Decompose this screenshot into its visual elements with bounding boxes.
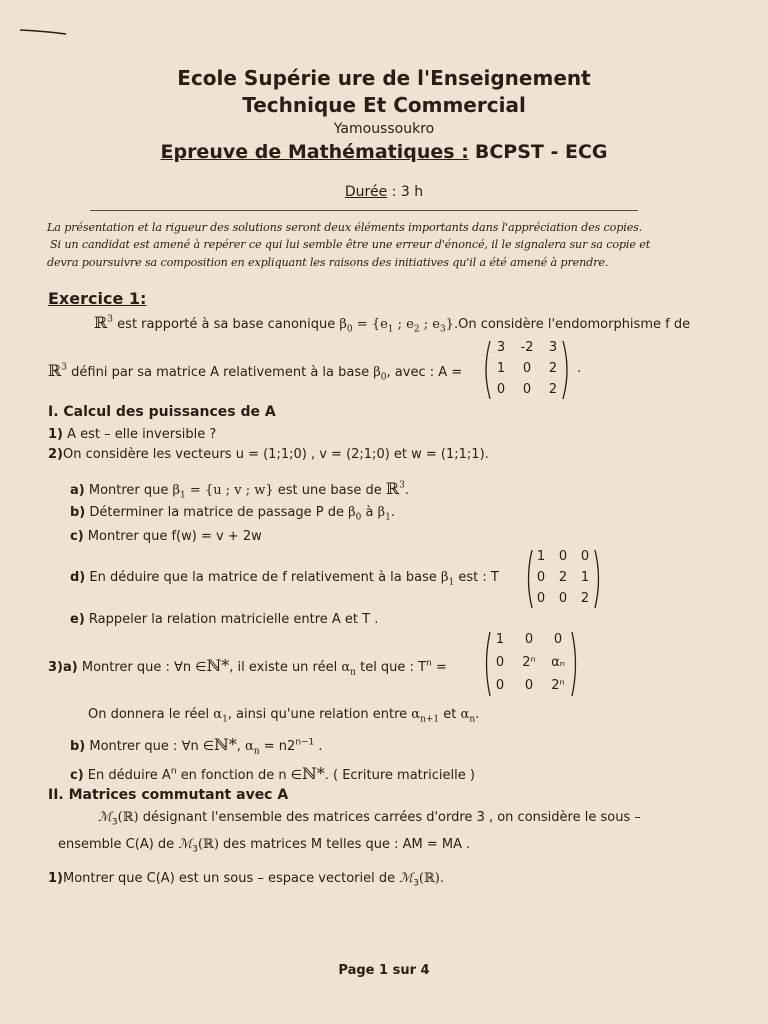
duration-value: : 3 h xyxy=(391,184,424,200)
exercise-line2: ℝ$^3$ défini par sa matrice A relativement à la base $\beta_0$, avec : A = xyxy=(48,361,463,383)
part2-q1: 1)Montrer que C(A) est un sous – espace vectoriel de ℳ$_3$(ℝ). xyxy=(48,871,445,889)
matrix-t-cell: 0 xyxy=(558,591,568,606)
school-line2: Technique Et Commercial xyxy=(242,93,526,117)
part1-q3c: c) En déduire $A^n$ en fonction de n ∈ℕ*. ( Ecriture matricielle ) xyxy=(70,764,475,783)
exercise-p1a: est rapporté à sa base canonique xyxy=(117,317,336,332)
matrix-a-cell: 0 xyxy=(496,382,506,397)
part1-q3b: b) Montrer que : ∀n ∈ℕ*, $\alpha_n = n2^{n-1}$ . xyxy=(70,735,323,757)
duration xyxy=(0,184,768,200)
part2-line2: ensemble C(A) de ℳ$_3$(ℝ) des matrices M telles que : AM = MA . xyxy=(58,837,471,855)
matrix-a-cell: -2 xyxy=(520,340,534,355)
school-line1: Ecole Supérie ure de l'Enseignement xyxy=(177,66,591,90)
matrix-a-cell: 0 xyxy=(522,382,532,397)
matrix-a xyxy=(480,339,575,401)
part1-q3a: 3)a) Montrer que : ∀n ∈ℕ*, il existe un réel $\alpha_n$ tel que : $T^n$ = xyxy=(48,656,447,678)
part2-line1: ℳ$_3$(ℝ) désignant l'ensemble des matrices carrées d'ordre 3 , on considère le sous – xyxy=(98,810,641,828)
exercise-p1b: .On considère l'endomorphisme f de xyxy=(453,317,691,332)
matrix-t xyxy=(524,548,604,610)
part2-title: II. Matrices commutant avec A xyxy=(48,787,289,803)
matrix-t-cell: 0 xyxy=(536,570,546,585)
intro-line3: devra poursuivre sa composition en expliquant les raisons des initiatives qu'il a été amené à prendre. xyxy=(47,256,609,269)
exercise-p2b: , avec : A = xyxy=(386,365,463,380)
part1-qd: d) En déduire que la matrice de f relativement à la base $\beta_1$ est : T xyxy=(70,570,499,588)
matrix-t-cell: 2 xyxy=(558,570,568,585)
pen-mark xyxy=(18,26,70,38)
exam-track: BCPST - ECG xyxy=(474,141,608,163)
matrix-tn-cell: 0 xyxy=(553,632,563,647)
matrix-tn-cell: 0 xyxy=(495,655,505,670)
matrix-t-cell: 0 xyxy=(536,591,546,606)
duration-label: Durée xyxy=(344,184,388,200)
matrix-tn-cell: 0 xyxy=(495,678,505,693)
exam-title: Epreuve de Mathématiques : xyxy=(160,141,469,163)
exercise-line1: ℝ$^3$ est rapporté à sa base canonique $\beta_0 = \{e_1$ ; $e_2$ ; $e_3\}.On$ considère l'endomorphisme f de xyxy=(94,313,691,335)
matrix-a-cell: 1 xyxy=(496,361,506,376)
matrix-t-cell: 2 xyxy=(580,591,590,606)
part1-note: On donnera le réel $\alpha_1$, ainsi qu'une relation entre $\alpha_{n+1}$ et $\alpha_n$. xyxy=(88,707,480,725)
part1-qa: a) Montrer que $\beta_1 = \{u$ ; v ; w} est une base de ℝ$^3$. xyxy=(70,479,410,501)
exercise-title: Exercice 1: xyxy=(48,289,147,308)
exercise-p2a: défini par sa matrice A relativement à la base xyxy=(71,365,370,380)
matrix-tn xyxy=(482,630,580,698)
matrix-tn-cell: 2ⁿ xyxy=(522,655,536,670)
matrix-tn-cell: 2ⁿ xyxy=(551,678,565,693)
matrix-a-cell: 3 xyxy=(496,340,506,355)
part1-qe: e) Rappeler la relation matricielle entre A et T . xyxy=(70,612,379,627)
matrix-tn-cell: 0 xyxy=(524,632,534,647)
matrix-t-cell: 1 xyxy=(580,570,590,585)
exam-title-line xyxy=(0,141,768,163)
part1-q1: 1) A est – elle inversible ? xyxy=(48,427,217,442)
city: Yamoussoukro xyxy=(333,121,435,137)
matrix-a-cell: 3 xyxy=(548,340,558,355)
matrix-a-cell: 0 xyxy=(522,361,532,376)
matrix-tn-cell: 1 xyxy=(495,632,505,647)
matrix-t-cell: 0 xyxy=(580,549,590,564)
part1-q2: 2)On considère les vecteurs u = (1;1;0) , v = (2;1;0) et w = (1;1;1). xyxy=(48,447,489,462)
part1-qb: b) Déterminer la matrice de passage P de $\beta_0$ à $\beta_1$. xyxy=(70,505,396,523)
matrix-t-cell: 1 xyxy=(536,549,546,564)
part1-title: I. Calcul des puissances de A xyxy=(48,404,276,420)
matrix-a-cell: 2 xyxy=(548,361,558,376)
matrix-tn-cell: 0 xyxy=(524,678,534,693)
matrix-a-cell: 2 xyxy=(548,382,558,397)
part1-qc: c) Montrer que f(w) = v + 2w xyxy=(70,529,262,544)
intro-line2: Si un candidat est amené à repérer ce qui lui semble être une erreur d'énoncé, il le signalera sur sa copie et xyxy=(50,238,651,251)
page-number: Page 1 sur 4 xyxy=(338,963,430,978)
header-divider xyxy=(90,210,638,211)
matrix-t-cell: 0 xyxy=(558,549,568,564)
intro-line1: La présentation et la rigueur des solutions seront deux éléments importants dans l'appréciation des copies. xyxy=(47,221,643,234)
matrix-tn-cell: αₙ xyxy=(551,655,565,670)
